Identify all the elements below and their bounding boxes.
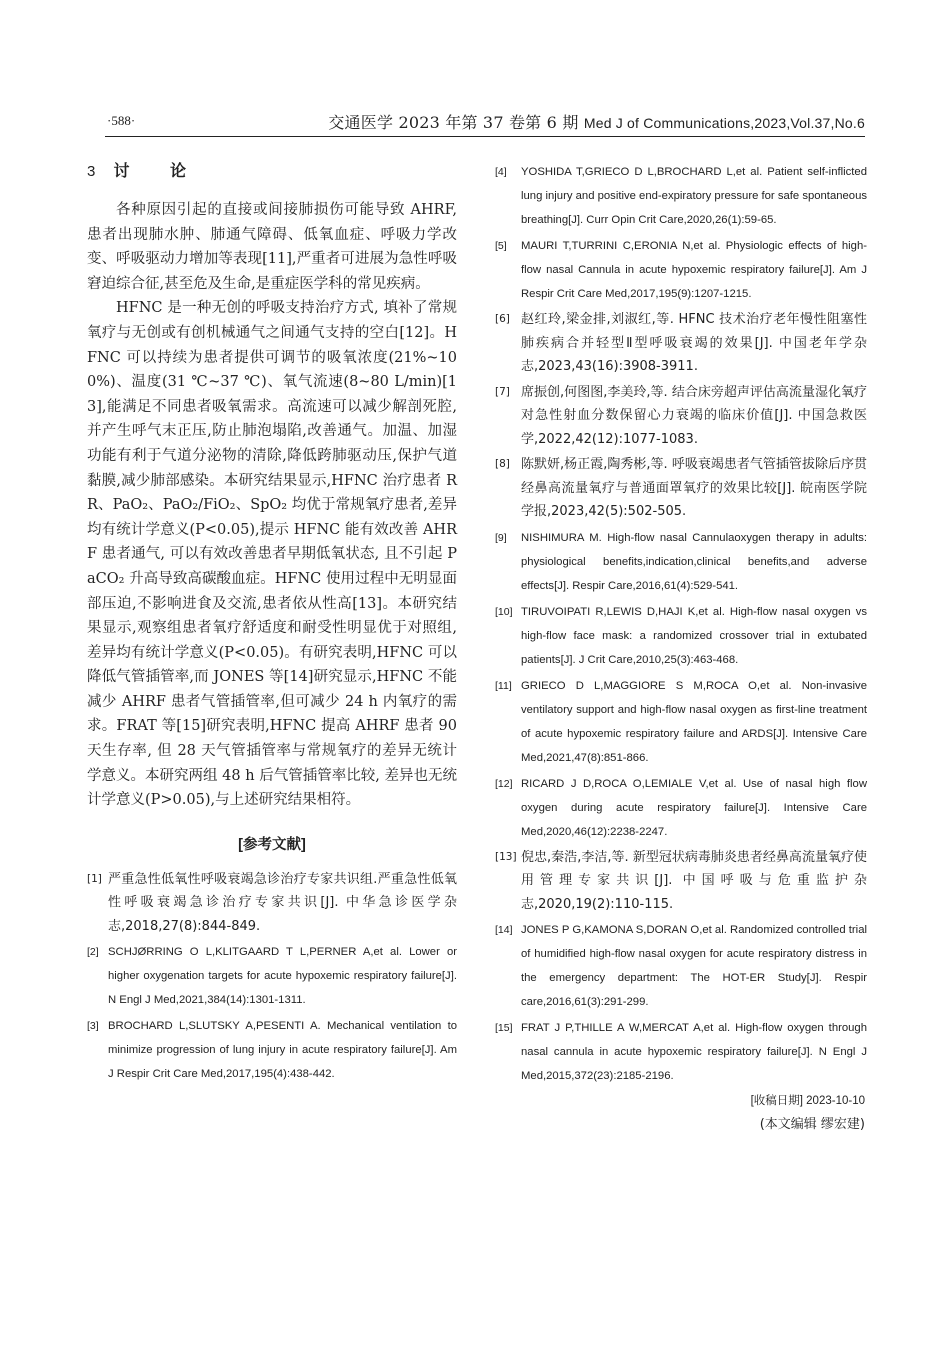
reference-item: [7] 席振创,何图图,李美玲,等. 结合床旁超声评估高流量湿化氧疗对急性射血分数保留心力衰竭的临床价值[J]. 中国急救医学,2022,42(12):1077-1083. [495,384,867,447]
references-heading: [参考文献] [238,836,306,853]
reference-item: [6] 赵红玲,梁金排,刘淑红,等. HFNC 技术治疗老年慢性阻塞性肺疾病合并轻型Ⅱ型呼吸衰竭的效果[J]. 中国老年学杂志,2023,43(16):3908-3911. [495,312,867,374]
reference-item: [14] JONES P G,KAMONA S,DORAN O,et al. Randomized controlled trial of humidified high-flow nasal oxygen for acute respiratory distress in the emergency department: The HOT-ER Study[J]. Respir care,2016,61(3):291-299. [495,924,867,1008]
reference-item: [3] BROCHARD L,SLUTSKY A,PESENTI A. Mechanical ventilation to minimize progression of lung injury in acute respiratory failure[J]. Am J Respir Crit Care Med,2017,195(4):438-442. [87,1020,457,1081]
editor-note: (本文编辑 缪宏建) [759,1117,865,1132]
reference-item: [13] 倪忠,秦浩,李洁,等. 新型冠状病毒肺炎患者经鼻高流量氧疗使用管理专家共识[J]. 中国呼吸与危重监护杂志,2020,19(2):110-115. [495,849,867,912]
received-date: [收稿日期] 2023-10-10 [750,1095,865,1107]
journal-title-cn: 交通医学 2023 年第 37 卷第 6 期 [328,113,579,132]
reference-item: [9] NISHIMURA M. High-flow nasal Cannulaoxygen therapy in adults: physiological benefits,indication,clinical benefits,and adverse effects[J]. Respir Care,2016,61(4):529-541. [495,531,867,592]
reference-item: [10] TIRUVOIPATI R,LEWIS D,HAJI K,et al. High-flow nasal oxygen vs high-flow face mask: a randomized crossover trial in extubated patients[J]. J Crit Care,2010,25(3):463-468. [495,605,867,666]
journal-title-en: Med J of Communications,2023,Vol.37,No.6 [583,115,865,131]
right-column [495,160,867,1132]
reference-item: [15] FRAT J P,THILLE A W,MERCAT A,et al. High-flow oxygen through nasal cannula in acute hypoxemic respiratory failure[J]. N Engl J Med,2015,372(23):2185-2196. [495,1022,867,1082]
reference-item: [11] GRIECO D L,MAGGIORE S M,ROCA O,et al. Non-invasive ventilatory support and high-flow nasal oxygen as first-line treatment of acute hypoxemic respiratory failure and ARDS[J]. Intensive Care Med,2021,47(8):851-866. [495,679,867,764]
section-heading [87,158,457,180]
journal-info [328,110,865,133]
reference-item: [1] 严重急性低氧性呼吸衰竭急诊治疗专家共识组.严重急性低氧性呼吸衰竭急诊治疗专家共识[J]. 中华急诊医学杂志,2018,27(8):844-849. [87,871,457,934]
discussion-paragraph-2: HFNC 是一种无创的呼吸支持治疗方式, 填补了常规氧疗与无创或有创机械通气之间通气支持的空白[12]。HFNC 可以持续为患者提供可调节的吸氧浓度(21%~100%)、温度(31 ℃~37 ℃)、氧气流速(8~80 L/min)[13],能满足不同患者吸氧需求。高流速可以减少解剖死腔,并产生呼气末正压,防止肺泡塌陷,改善通气。加温、加湿功能有利于气道分泌物的清除,降低跨肺驱动压,保护气道黏膜,减少肺部感染。本研究结果显示,HFNC 治疗患者 RR、PaO₂、PaO₂/FiO₂、SpO₂ 均优于常规氧疗患者,差异均有统计学意义(P<0.05),提示 HFNC 能有效改善 AHRF 患者通气, 可以有效改善患者早期低氧状态, 且不引起 PaCO₂ 升高导致高碳酸血症。HFNC 使用过程中无明显面部压迫,不影响进食及交流,患者依从性高[13]。本研究结果显示,观察组患者氧疗舒适度和耐受性明显优于对照组,差异均有统计学意义(P<0.05)。有研究表明,HFNC 可以降低气管插管率,而 JONES 等[14]研究显示,HFNC 不能减少 AHRF 患者气管插管率,但可减少 24 h 内氧疗的需求。FRAT 等[15]研究表明,HFNC 提高 AHRF 患者 90 天生存率, 但 28 天气管插管率与常规氧疗的差异无统计学意义。本研究两组 48 h 后气管插管率比较, 差异也无统计学意义(P>0.05),与上述研究结果相符。 [87,300,457,809]
section-number: 3 [87,163,96,180]
discussion-paragraph-1: 各种原因引起的直接或间接肺损伤可能导致 AHRF,患者出现肺水肿、肺通气障碍、低氧血症、呼吸力学改变、呼吸驱动力增加等表现[11],严重者可进展为急性呼吸窘迫综合征,甚至危及生命,是重症医学科的常见疾病。 [87,202,457,292]
section-title: 讨 论 [113,163,204,180]
page-number: ·588· [107,113,136,128]
reference-item: [2] SCHJØRRING O L,KLITGAARD T L,PERNER A,et al. Lower or higher oxygenation targets for acute hypoxemic respiratory failure[J]. N Engl J Med,2021,384(14):1301-1311. [87,946,457,1007]
left-column [87,158,457,1088]
page-header [105,110,865,137]
reference-item: [5] MAURI T,TURRINI C,ERONIA N,et al. Physiologic effects of high-flow nasal Cannula in acute hypoxemic respiratory failure[J]. Am J Respir Crit Care Med,2017,195(9):1207-1215. [495,240,867,300]
reference-item: [8] 陈默妍,杨正霞,陶秀彬,等. 呼吸衰竭患者气管插管拔除后序贯经鼻高流量氧疗与普通面罩氧疗的效果比较[J]. 皖南医学院学报,2023,42(5):502-505. [495,457,867,519]
reference-item: [4] YOSHIDA T,GRIECO D L,BROCHARD L,et al. Patient self-inflicted lung injury and positive end-expiratory pressure for safe spontaneous breathing[J]. Curr Opin Crit Care,2020,26(1):59-65. [495,166,868,226]
reference-item: [12] RICARD J D,ROCA O,LEMIALE V,et al. Use of nasal high flow oxygen during acute respiratory failure[J]. Intensive Care Med,2020,46(12):2238-2247. [495,777,867,838]
